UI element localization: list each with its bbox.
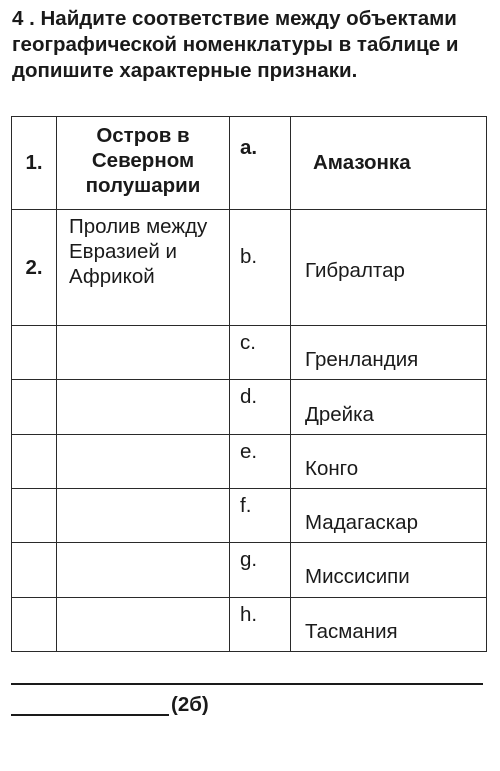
feature-description: Пролив между Евразией и Африкой [57,209,230,326]
table-row [12,489,487,543]
row-number [12,434,57,488]
table-row [12,117,487,210]
table-row [12,543,487,597]
place-name: Дрейка [291,380,487,434]
table-row [12,326,487,380]
place-name: Миссисипи [291,543,487,597]
place-name: Конго [291,434,487,488]
row-number [12,489,57,543]
task-title: 4 . Найдите соответствие между объектами географической номенклатуры в таблице и допишите характерные признаки. [12,7,459,82]
place-name: Тасмания [291,597,487,651]
table-row [12,434,487,488]
option-letter: b. [230,209,291,326]
place-name: Амазонка [291,117,487,210]
answer-blank[interactable] [57,543,230,597]
option-letter: g. [230,543,291,597]
points-label: (2б) [171,693,209,716]
option-letter: h. [230,597,291,651]
option-letter: e. [230,434,291,488]
place-name: Гибралтар [291,209,487,326]
table-row [12,380,487,434]
answer-blank[interactable] [57,326,230,380]
place-name: Мадагаскар [291,489,487,543]
row-number [12,597,57,651]
option-letter: c. [230,326,291,380]
row-number: 2. [12,209,57,326]
row-number: 1. [12,117,57,210]
row-number [12,543,57,597]
table-row [12,597,487,651]
answer-blank[interactable] [57,434,230,488]
matching-table [11,116,487,652]
place-name: Гренландия [291,326,487,380]
answer-blank[interactable] [57,597,230,651]
row-number [12,380,57,434]
option-letter: d. [230,380,291,434]
answer-line-short[interactable] [11,714,169,716]
answer-blank[interactable] [57,380,230,434]
answer-line[interactable] [11,683,483,685]
row-number [12,326,57,380]
option-letter: a. [230,117,291,210]
table-row [12,209,487,326]
option-letter: f. [230,489,291,543]
answer-blank[interactable] [57,489,230,543]
feature-description: Остров в Северном полушарии [57,117,230,210]
